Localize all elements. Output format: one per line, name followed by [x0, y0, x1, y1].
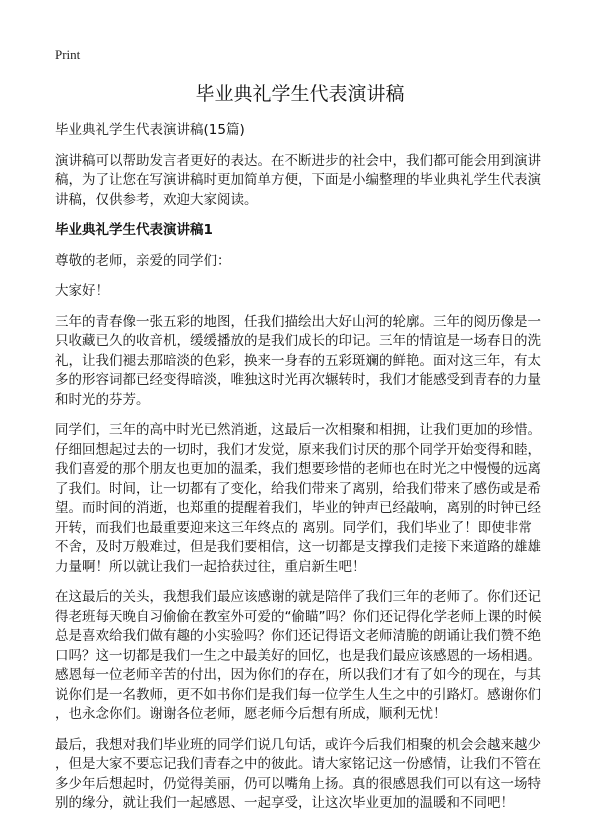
text-line: 了我们。时间，让一切都有了变化，给我们带来了离别，给我们带来了感伤或是希	[55, 480, 541, 497]
print-link[interactable]: Print	[55, 47, 81, 62]
text-line: 讲稿，仅供参考，欢迎大家阅读。	[55, 191, 258, 208]
greeting: 尊敬的老师，亲爱的同学们：	[55, 252, 231, 269]
document-body	[55, 121, 555, 825]
text-line: ，但是大家不要忘记我们青春之中的彼此。请大家铭记这一份感情，让我们不管在	[55, 756, 541, 772]
document-subtitle: 毕业典礼学生代表演讲稿(15篇)	[55, 122, 245, 138]
text-line: 最后，我想对我们毕业班的同学们说几句话，或许今后我们相聚的机会会越来越少	[55, 736, 541, 753]
page-title: 毕业典礼学生代表演讲稿	[195, 83, 405, 105]
text-line: 同学们，三年的高中时光已然消逝，这最后一次相聚和相拥，让我们更加的珍惜。	[55, 422, 541, 438]
text-line: 望。而时间的消逝，也郑重的提醒着我们，毕业的钟声已经敲响，离别的时钟已经	[55, 500, 541, 516]
text-line: 开转，而我们也最重要迎来这三年终点的 离别。同学们，我们毕业了！即使非常	[55, 519, 532, 536]
text-line: 多的形容词都已经变得暗淡，唯独这时光再次辗转时，我们才能感受到青春的力量	[55, 372, 541, 388]
text-line: 仔细回想起过去的一切时，我们才发觉，原来我们讨厌的那个同学开始变得和睦，	[55, 441, 541, 458]
text-line: 礼，让我们褪去那暗淡的色彩，换来一身春的五彩斑斓的鲜艳。面对这三年，有太	[55, 352, 541, 369]
text-line: 口吗？这一切都是我们一生之中最美好的回忆，也是我们最应该感恩的一场相遇。	[55, 647, 541, 664]
text-line: 只收藏已久的收音机，缓缓播放的是我们成长的印记。三年的情谊是一场春日的洗	[55, 333, 541, 349]
speech-paragraphs	[55, 313, 555, 814]
text-line: 稿，为了让您在写演讲稿时更加简单方便，下面是小编整理的毕业典礼学生代表演	[55, 172, 541, 188]
text-line: 在这最后的关头，我想我们最应该感谢的就是陪伴了我们三年的老师了。你们还记	[55, 589, 541, 605]
text-line: 三年的青春像一张五彩的地图，任我们描绘出大好山河的轮廓。三年的阅历像是一	[55, 313, 541, 330]
text-line: 不舍，及时万般难过，但是我们要相信，这一切都是支撑我们走接下来道路的雄雄	[55, 539, 541, 555]
speech-paragraph	[55, 588, 555, 725]
text-line: 力量啊！所以就让我们一起拾获过往，重启新生吧！	[55, 558, 366, 575]
intro-paragraph	[55, 152, 555, 211]
text-line: 别的缘分，就让我们一起感恩、一起享受，让这次毕业更加的温暖和不同吧！	[55, 795, 514, 811]
hello: 大家好！	[55, 283, 109, 299]
speech-paragraph	[55, 736, 555, 814]
text-line: 感恩每一位老师辛苦的付出，因为你们的存在，所以我们才有了如今的现在，与其	[55, 667, 541, 683]
text-line: ，也永念你们。谢谢各位老师，愿老师今后想有所成，顺利无忧！	[55, 706, 447, 722]
speech-paragraph	[55, 313, 555, 411]
text-line: 和时光的芬芳。	[55, 391, 150, 408]
text-line: 演讲稿可以帮助发言者更好的表达。在不断进步的社会中，我们都可能会用到演讲	[55, 152, 541, 169]
text-line: 多少年后想起时，仍觉得美丽，仍可以嘴角上扬。真的很感恩我们可以有这一场特	[55, 775, 541, 792]
section-heading: 毕业典礼学生代表演讲稿1	[55, 222, 213, 238]
text-line: 说你们是一名教师，更不如书你们是我们每一位学生人生之中的引路灯。感谢你们	[55, 686, 541, 703]
text-line: 得老班每天晚自习偷偷在教室外可爱的“偷瞄”吗？你们还记得化学老师上课的时候	[55, 608, 542, 625]
speech-paragraph	[55, 421, 555, 577]
text-line: 我们喜爱的那个朋友也更加的温柔，我们想要珍惜的老师也在时光之中慢慢的远离	[55, 461, 541, 477]
text-line: 总是喜欢给我们做有趣的小实验吗？你们还记得语文老师清脆的朗诵让我们赞不绝	[55, 628, 541, 644]
